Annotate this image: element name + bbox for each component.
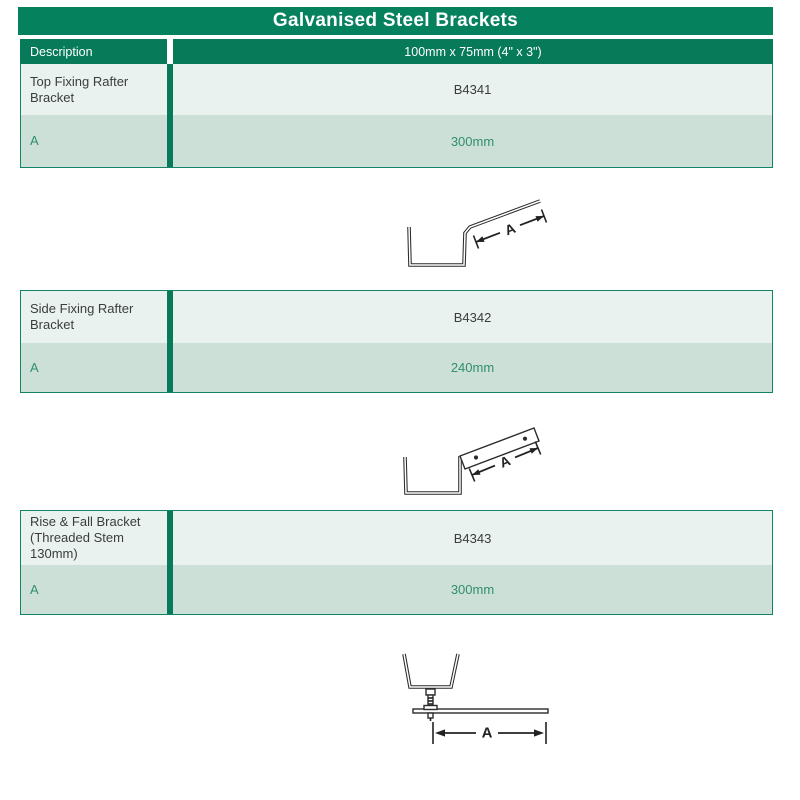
rise-and-fall-bracket-diagram: [325, 630, 635, 750]
bracket-channel-outline: [409, 201, 540, 265]
dimension-value: 300mm: [450, 582, 495, 597]
page-title: Galvanised Steel Brackets: [272, 10, 519, 31]
table-row: [21, 64, 772, 115]
dimension-label: A: [30, 133, 39, 148]
header-description: Description: [20, 39, 167, 64]
dimension-value: 300mm: [450, 133, 495, 149]
product-code: B4342: [453, 309, 492, 325]
dimension-letter: A: [497, 452, 513, 471]
table-header-row: [20, 39, 773, 64]
product-block-top-fixing: [20, 64, 773, 168]
table-row: [21, 291, 772, 343]
side-fixing-bracket-diagram: [330, 400, 610, 510]
header-size: 100mm x 75mm (4" x 3"): [173, 39, 773, 64]
table-row: [21, 115, 772, 167]
product-description: Side Fixing Rafter Bracket: [30, 301, 134, 332]
dimension-arrowhead: [536, 216, 545, 222]
table-row: [21, 565, 772, 614]
product-block-rise-fall: [20, 510, 773, 615]
product-code: B4343: [453, 530, 492, 546]
table-row: [21, 511, 772, 565]
dimension-value: 240mm: [450, 360, 495, 375]
dimension-arrowhead: [530, 448, 539, 454]
stem-bolt-end: [428, 713, 433, 718]
product-description: Rise & Fall Bracket (Threaded Stem 130mm): [30, 514, 141, 561]
dimension-letter: A: [502, 219, 518, 239]
product-block-side-fixing: [20, 290, 773, 393]
dimension-arrowhead: [476, 236, 485, 242]
product-code: B4341: [453, 82, 492, 97]
dimension-letter: A: [481, 724, 493, 742]
page-title-bar: [18, 7, 773, 35]
dimension-label: A: [30, 359, 39, 375]
bracket-channel-outline: [405, 456, 460, 493]
bracket-channel-outline: [404, 654, 458, 687]
stem-nut: [426, 689, 435, 695]
table-row: [21, 343, 772, 392]
dimension-arrowhead: [435, 729, 445, 736]
screw-hole: [523, 437, 527, 441]
product-description: Top Fixing Rafter Bracket: [30, 73, 129, 105]
dimension-arrowhead: [534, 729, 544, 736]
dimension-label: A: [30, 581, 39, 597]
top-fixing-bracket-diagram: [330, 180, 610, 290]
stem-washer: [424, 706, 437, 710]
screw-hole: [474, 455, 478, 459]
dimension-arrowhead: [472, 469, 481, 475]
